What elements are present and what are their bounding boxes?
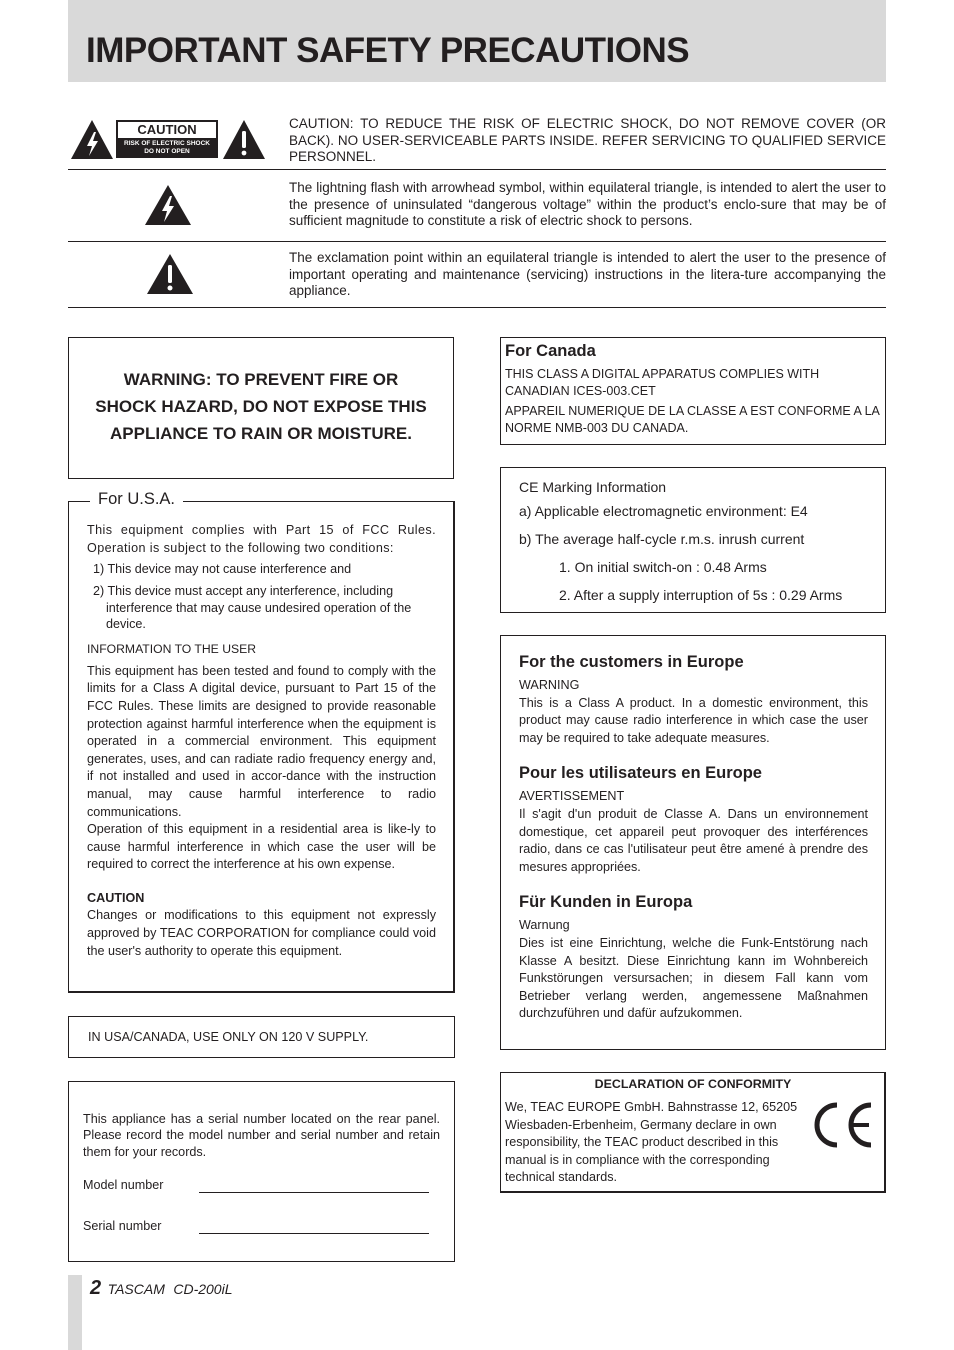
declaration-box (500, 1072, 886, 1193)
divider (68, 169, 886, 170)
lightning-warning-icon (70, 118, 114, 160)
ce-marking-b1: 1. On initial switch-on : 0.48 Arms (559, 559, 767, 575)
model-number-label: Model number (83, 1178, 164, 1192)
europe-de-label: Warnung (519, 918, 570, 933)
declaration-heading: DECLARATION OF CONFORMITY (594, 1077, 792, 1091)
caution-label-line3: DO NOT OPEN (144, 148, 190, 155)
europe-fr-heading: Pour les utilisateurs en Europe (519, 764, 762, 783)
usa-label: For U.S.A. (90, 490, 183, 509)
ce-marking-b2: 2. After a supply interruption of 5s : 0.29 Arms (559, 587, 843, 603)
warning-line-3: APPLIANCE TO RAIN OR MOISTURE. (110, 424, 412, 443)
exclamation-warning-icon (222, 118, 266, 160)
exclamation-triangle-icon (146, 253, 194, 295)
divider (68, 307, 886, 308)
exclamation-text: The exclamation point within an equilateral triangle is intended to alert the user to the presence of important operating and maintenance (servicing) instructions in the litera-ture accompanying the appliance. (289, 250, 886, 298)
page-number: 2 (90, 1277, 102, 1299)
divider (68, 241, 886, 242)
caution-symbol-group (70, 118, 266, 160)
warning-box (68, 337, 454, 479)
europe-de-text: Dies ist eine Einrichtung, welche die Funk-Entstörung nach Klasse A besitzt. Diese Einrichtung kann im Wohnbereich Funkstörungen versursachen; in diesem Fall kann vom Betrieber verlang werden, angemessene Maßnahmen durchzuführen und dafür aufzukommen. (519, 935, 868, 1021)
caution-label (116, 120, 218, 158)
europe-en-text: This is a Class A product. In a domestic environment, this product may cause radio interference in which case the user may be required to take adequate measures. (519, 695, 868, 745)
ce-marking-a: a) Applicable electromagnetic environment: E4 (519, 503, 808, 519)
footer-bar (68, 1275, 82, 1350)
ce-marking-heading: CE Marking Information (519, 479, 667, 495)
footer-brand: TASCAM (107, 1281, 165, 1297)
europe-box (500, 635, 886, 1050)
serial-number-label: Serial number (83, 1219, 162, 1233)
usa-caution-text: Changes or modifications to this equipment not expressly approved by TEAC CORPORATION for compliance could void the user's authority to operate this equipment. (87, 908, 436, 958)
lightning-triangle-icon (144, 184, 192, 226)
info-text: This equipment has been tested and found to comply with the limits for a Class A digital device, pursuant to Part 15 of the FCC Rules. These limits are designed to provide reasonable protection against harmful interference when the equipment is operated in a commercial environment. This equipment generates, uses, and can radiate radio frequency energy and, if not installed and used in accor-dance with the instruction manual, may cause harmful interference to radio communications. (87, 663, 436, 819)
canada-heading: For Canada (505, 342, 596, 360)
europe-en-label: WARNING (519, 678, 580, 692)
canada-box (500, 337, 886, 445)
canada-line-1: THIS CLASS A DIGITAL APPARATUS COMPLIES WITH CANADIAN ICES-003.CET (505, 367, 820, 398)
declaration-text: We, TEAC EUROPE GmbH. Bahnstrasse 12, 65205 Wiesbaden-Erbenheim, Germany declare in own responsibility, the TEAC product described in this manual is in compliance with the corresponding technical standards. (505, 1100, 798, 1185)
caution-label-title: CAUTION (118, 122, 216, 138)
supply-text: IN USA/CANADA, USE ONLY ON 120 V SUPPLY. (88, 1030, 369, 1044)
usa-content (87, 522, 436, 960)
serial-box (68, 1081, 455, 1262)
supply-box (68, 1016, 455, 1058)
lightning-text: The lightning flash with arrowhead symbol, within equilateral triangle, is intended to alert the user to the presence of uninsulated “dangerous voltage” within the product’s enclo-sure that may be of sufficient magnitude to constitute a risk of electric shock to persons. (289, 180, 886, 228)
fcc-text: This equipment complies with Part 15 of FCC Rules. Operation is subject to the following two conditions: (87, 523, 436, 555)
fcc-condition-2: 2) This device must accept any interference, including interference that may cause undesired operation of the device. (93, 583, 412, 632)
footer (90, 1277, 232, 1300)
europe-fr-label: AVERTISSEMENT (519, 789, 625, 804)
serial-text: This appliance has a serial number located on the rear panel. Please record the model number and serial number and retain them for your records. (83, 1112, 440, 1159)
ce-marking-b: b) The average half-cycle r.m.s. inrush current (519, 531, 805, 547)
model-number-field[interactable] (199, 1192, 429, 1193)
fcc-condition-1: 1) This device may not cause interference and (93, 562, 352, 577)
caution-label-line2: RISK OF ELECTRIC SHOCK (124, 140, 210, 147)
serial-number-field[interactable] (199, 1233, 429, 1234)
warning-line-2: SHOCK HAZARD, DO NOT EXPOSE THIS (95, 397, 427, 416)
warning-line-1: WARNING: TO PREVENT FIRE OR (123, 370, 399, 389)
europe-fr-text: Il s'agit d'un produit de Classe A. Dans un environnement domestique, cet appareil peut provoquer des interférences radio, dans ce cas l'utilisateur peut être amené à prendre des mesures appropriées. (519, 806, 868, 874)
canada-line-2: APPAREIL NUMERIQUE DE LA CLASSE A EST CONFORME A LA NORME NMB-003 DU CANADA. (505, 404, 880, 435)
caution-text: CAUTION: TO REDUCE THE RISK OF ELECTRIC SHOCK, DO NOT REMOVE COVER (OR BACK). NO USER-SERVICEABLE PARTS INSIDE. REFER SERVICING TO QUALIFIED SERVICE PERSONNEL. (289, 116, 886, 164)
info-heading: INFORMATION TO THE USER (87, 642, 257, 657)
usa-caution-heading: CAUTION (87, 890, 145, 905)
europe-en-heading: For the customers in Europe (519, 653, 744, 671)
footer-model: CD-200iL (173, 1281, 233, 1297)
ce-mark-icon (809, 1101, 875, 1149)
ce-marking-box (500, 467, 886, 613)
europe-de-heading: Für Kunden in Europa (519, 893, 693, 912)
info-text-2: Operation of this equipment in a residential area is like-ly to cause harmful interference in which case the user will be required to correct the interference at his own expense. (87, 822, 436, 872)
page-title: IMPORTANT SAFETY PRECAUTIONS (86, 31, 690, 70)
